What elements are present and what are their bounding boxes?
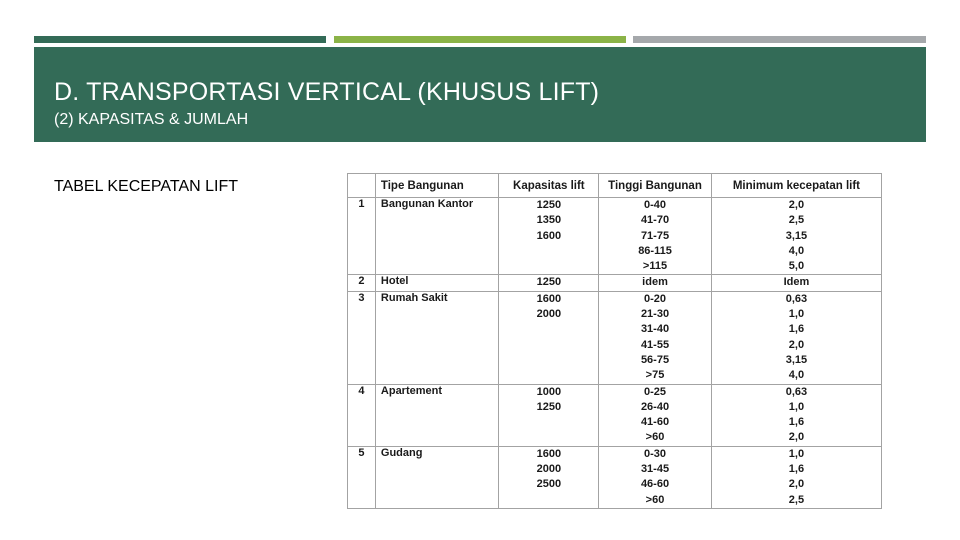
cell-minimum-kecepatan (711, 291, 881, 384)
cell-minimum-kecepatan-value: 1,0 (788, 400, 805, 413)
cell-no: 2 (348, 275, 376, 291)
cell-minimum-kecepatan-value: 2,0 (788, 478, 805, 491)
cell-minimum-kecepatan-value: 1,0 (788, 447, 805, 460)
cell-minimum-kecepatan (711, 384, 881, 446)
cell-minimum-kecepatan-value: 1,0 (788, 308, 805, 321)
cell-minimum-kecepatan-value: 1,6 (788, 416, 805, 429)
accent-bar-light-green (334, 36, 626, 43)
cell-kapasitas-lift-value: 1600 (536, 292, 562, 305)
cell-minimum-kecepatan-value: Idem (783, 276, 810, 289)
cell-minimum-kecepatan-value: 4,0 (788, 369, 805, 382)
cell-no: 5 (348, 446, 376, 508)
cell-kapasitas-lift-value: 2500 (536, 478, 562, 491)
header-no (348, 174, 376, 198)
cell-tinggi-bangunan-value: >75 (645, 369, 665, 382)
cell-tinggi-bangunan-value: 0-20 (644, 292, 667, 305)
cell-tinggi-bangunan-value: 31-45 (640, 463, 670, 476)
cell-minimum-kecepatan (711, 446, 881, 508)
cell-tinggi-bangunan-value: 56-75 (640, 353, 670, 366)
cell-kapasitas-lift-value: 1600 (536, 229, 562, 242)
lift-speed-table (347, 173, 882, 509)
cell-tinggi-bangunan-value: >60 (645, 493, 665, 506)
table-caption: TABEL KECEPATAN LIFT (54, 178, 239, 195)
cell-minimum-kecepatan (711, 275, 881, 291)
cell-tinggi-bangunan-value: 0-30 (644, 447, 667, 460)
cell-minimum-kecepatan-value: 2,5 (788, 493, 805, 506)
cell-tinggi-bangunan (599, 384, 712, 446)
cell-tinggi-bangunan-value: 21-30 (640, 308, 670, 321)
cell-tinggi-bangunan (599, 446, 712, 508)
cell-no: 1 (348, 198, 376, 275)
cell-tipe-bangunan: Apartement (375, 384, 499, 446)
cell-kapasitas-lift-value: 2000 (536, 308, 562, 321)
cell-no: 4 (348, 384, 376, 446)
table-row (348, 291, 882, 384)
title-banner (34, 47, 926, 142)
cell-tinggi-bangunan-value: >115 (642, 260, 668, 273)
table-row (348, 275, 882, 291)
cell-minimum-kecepatan-value: 4,0 (788, 244, 805, 257)
slide-title: D. TRANSPORTASI VERTICAL (KHUSUS LIFT) (54, 78, 600, 106)
cell-minimum-kecepatan-value: 2,5 (788, 214, 805, 227)
header-kapasitas-lift: Kapasitas lift (499, 174, 599, 198)
cell-tinggi-bangunan-value: 41-60 (640, 416, 670, 429)
cell-tipe-bangunan: Bangunan Kantor (375, 198, 499, 275)
cell-tipe-bangunan: Rumah Sakit (375, 291, 499, 384)
cell-tinggi-bangunan-value: 41-70 (640, 214, 670, 227)
table-row (348, 198, 882, 275)
cell-tinggi-bangunan (599, 198, 712, 275)
cell-tinggi-bangunan-value: 0-25 (644, 385, 667, 398)
cell-kapasitas-lift (499, 446, 599, 508)
cell-tinggi-bangunan-value: 46-60 (640, 478, 670, 491)
cell-tipe-bangunan: Hotel (375, 275, 499, 291)
table-header-row (348, 174, 882, 198)
cell-kapasitas-lift (499, 384, 599, 446)
cell-tinggi-bangunan-value: 86-115 (638, 244, 672, 257)
cell-minimum-kecepatan-value: 1,6 (788, 323, 805, 336)
cell-kapasitas-lift (499, 275, 599, 291)
cell-minimum-kecepatan-value: 0,63 (785, 292, 808, 305)
cell-tinggi-bangunan-value: 71-75 (640, 229, 670, 242)
cell-kapasitas-lift (499, 198, 599, 275)
cell-minimum-kecepatan (711, 198, 881, 275)
cell-kapasitas-lift-value: 1250 (536, 400, 562, 413)
accent-bar-gray (633, 36, 926, 43)
cell-tinggi-bangunan-value: 0-40 (644, 199, 667, 211)
cell-minimum-kecepatan-value: 0,63 (785, 385, 808, 398)
cell-minimum-kecepatan-value: 2,0 (788, 199, 805, 211)
header-tipe-bangunan: Tipe Bangunan (375, 174, 499, 198)
table-body (348, 198, 882, 509)
cell-minimum-kecepatan-value: 2,0 (788, 338, 805, 351)
cell-no: 3 (348, 291, 376, 384)
cell-tinggi-bangunan (599, 275, 712, 291)
cell-kapasitas-lift-value: 1350 (536, 214, 562, 227)
cell-tinggi-bangunan-value: idem (642, 276, 668, 289)
header-tinggi-bangunan: Tinggi Bangunan (599, 174, 712, 198)
cell-kapasitas-lift-value: 1250 (536, 199, 562, 211)
cell-minimum-kecepatan-value: 5,0 (788, 260, 805, 273)
cell-kapasitas-lift-value: 1250 (536, 276, 562, 289)
cell-tinggi-bangunan-value: 41-55 (640, 338, 670, 351)
cell-tinggi-bangunan-value: 31-40 (640, 323, 670, 336)
cell-minimum-kecepatan-value: 2,0 (788, 431, 805, 444)
header-minimum-kecepatan: Minimum kecepatan lift (711, 174, 881, 198)
cell-tipe-bangunan: Gudang (375, 446, 499, 508)
table-row (348, 384, 882, 446)
cell-tinggi-bangunan-value: 26-40 (640, 400, 670, 413)
cell-kapasitas-lift-value: 2000 (536, 463, 562, 476)
cell-kapasitas-lift-value: 1600 (536, 447, 562, 460)
cell-tinggi-bangunan (599, 291, 712, 384)
cell-minimum-kecepatan-value: 1,6 (788, 463, 805, 476)
cell-minimum-kecepatan-value: 3,15 (785, 353, 808, 366)
cell-minimum-kecepatan-value: 3,15 (785, 229, 808, 242)
cell-kapasitas-lift-value: 1000 (536, 385, 562, 398)
slide-subtitle: (2) KAPASITAS & JUMLAH (54, 111, 249, 128)
cell-kapasitas-lift (499, 291, 599, 384)
accent-bar-dark-green (34, 36, 326, 43)
cell-tinggi-bangunan-value: >60 (645, 431, 665, 444)
table-row (348, 446, 882, 508)
